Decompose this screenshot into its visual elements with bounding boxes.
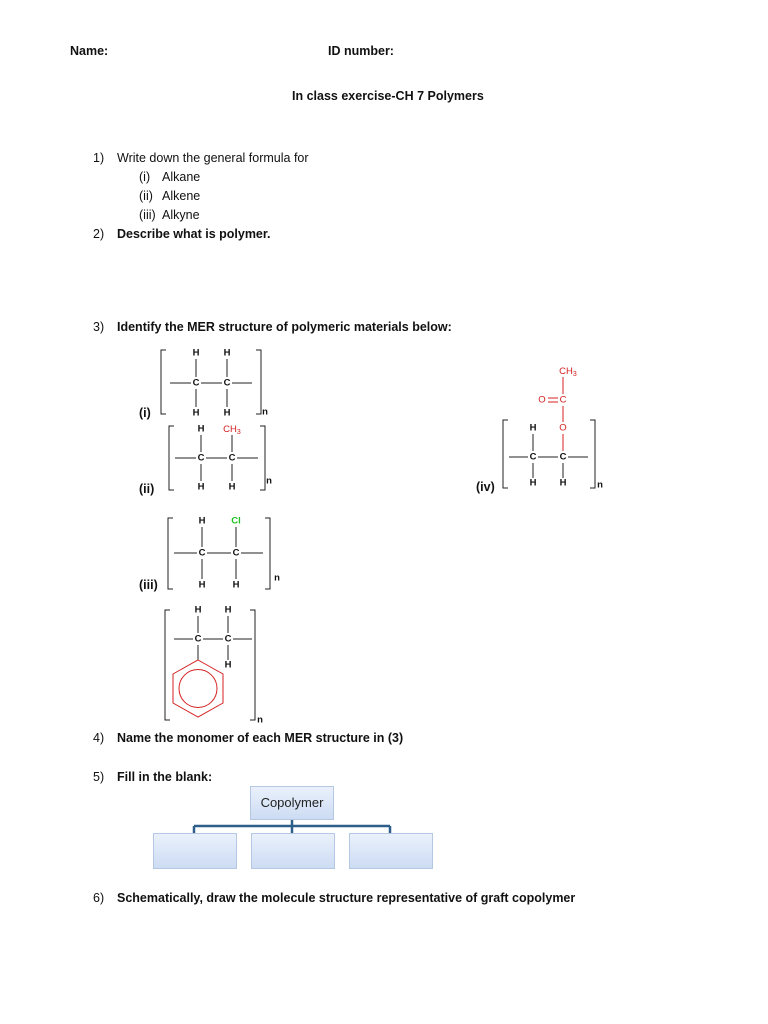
carbon-atom: C: [197, 452, 205, 464]
repeat-index: n: [597, 479, 603, 491]
q4-text: Name the monomer of each MER structure in (3): [117, 731, 404, 745]
q1-item-number: (ii): [139, 189, 153, 203]
carbon-atom: C: [228, 452, 236, 464]
hydrogen-atom: H: [559, 477, 567, 489]
carbon-atom: C: [529, 451, 537, 463]
worksheet-title: In class exercise-CH 7 Polymers: [292, 89, 484, 103]
carbon-atom: C: [559, 451, 567, 463]
q2-text: Describe what is polymer.: [117, 227, 271, 241]
structure-label-i: (i): [139, 406, 151, 420]
q3-text: Identify the MER structure of polymeric materials below:: [117, 320, 452, 334]
q6-number: 6): [93, 891, 105, 905]
hydrogen-atom: H: [198, 515, 206, 527]
mer-structure-polypropylene: [166, 420, 286, 496]
q1-number: 1): [93, 151, 105, 165]
oxygen-atom: O: [538, 394, 546, 406]
structure-label-iv: (iv): [476, 480, 495, 494]
q4-number: 4): [93, 731, 105, 745]
hydrogen-atom: H: [529, 422, 537, 434]
hydrogen-atom: H: [223, 407, 231, 419]
structure-label-iii: (iii): [139, 578, 158, 592]
mer-structure-pvc: [164, 512, 284, 596]
copolymer-type-blank[interactable]: [349, 833, 433, 869]
copolymer-type-blank[interactable]: [251, 833, 335, 869]
mer-structure-polyvinyl-acetate: [498, 362, 618, 494]
chlorine-atom: Cl: [231, 515, 241, 527]
carbon-atom: C: [194, 633, 202, 645]
hydrogen-atom: H: [232, 579, 240, 591]
hydrogen-atom: H: [192, 347, 200, 359]
id-number-label: ID number:: [328, 44, 394, 58]
hydrogen-atom: H: [194, 604, 202, 616]
methyl-group: $CH_3$: [223, 423, 241, 436]
q2-number: 2): [93, 227, 105, 241]
carbon-atom: C: [192, 377, 200, 389]
q6-text: Schematically, draw the molecule structure representative of graft copolymer: [117, 891, 576, 905]
hydrogen-atom: H: [224, 604, 232, 616]
q5-text: Fill in the blank:: [117, 770, 213, 784]
carbonyl-carbon: C: [559, 394, 567, 406]
hydrogen-atom: H: [224, 659, 232, 671]
q1-item-number: (iii): [139, 208, 156, 222]
hydrogen-atom: H: [197, 481, 205, 493]
mer-structure-polyethylene: [158, 344, 278, 420]
hydrogen-atom: H: [197, 423, 205, 435]
hydrogen-atom: H: [223, 347, 231, 359]
structure-label-ii: (ii): [139, 482, 155, 496]
repeat-index: n: [262, 406, 268, 418]
q1-item-text: Alkane: [162, 170, 201, 184]
q1-item-text: Alkyne: [162, 208, 200, 222]
hydrogen-atom: H: [198, 579, 206, 591]
q3-number: 3): [93, 320, 105, 334]
hydrogen-atom: H: [529, 477, 537, 489]
copolymer-box: Copolymer: [250, 786, 334, 820]
q5-number: 5): [93, 770, 105, 784]
carbon-atom: C: [198, 547, 206, 559]
benzene-ring: [173, 660, 223, 717]
mer-structure-polystyrene: [160, 602, 270, 726]
oxygen-atom: O: [559, 422, 567, 434]
repeat-index: n: [257, 714, 263, 726]
carbon-atom: C: [223, 377, 231, 389]
name-label: Name:: [70, 44, 109, 58]
hydrogen-atom: H: [228, 481, 236, 493]
copolymer-type-blank[interactable]: [153, 833, 237, 869]
carbon-atom: C: [232, 547, 240, 559]
repeat-index: n: [266, 475, 272, 487]
carbon-atom: C: [224, 633, 232, 645]
q1-text: Write down the general formula for: [117, 151, 309, 165]
hydrogen-atom: H: [192, 407, 200, 419]
methyl-group: $CH_3$: [559, 365, 577, 378]
q1-item-number: (i): [139, 170, 151, 184]
repeat-index: n: [274, 572, 280, 584]
q1-item-text: Alkene: [162, 189, 201, 203]
